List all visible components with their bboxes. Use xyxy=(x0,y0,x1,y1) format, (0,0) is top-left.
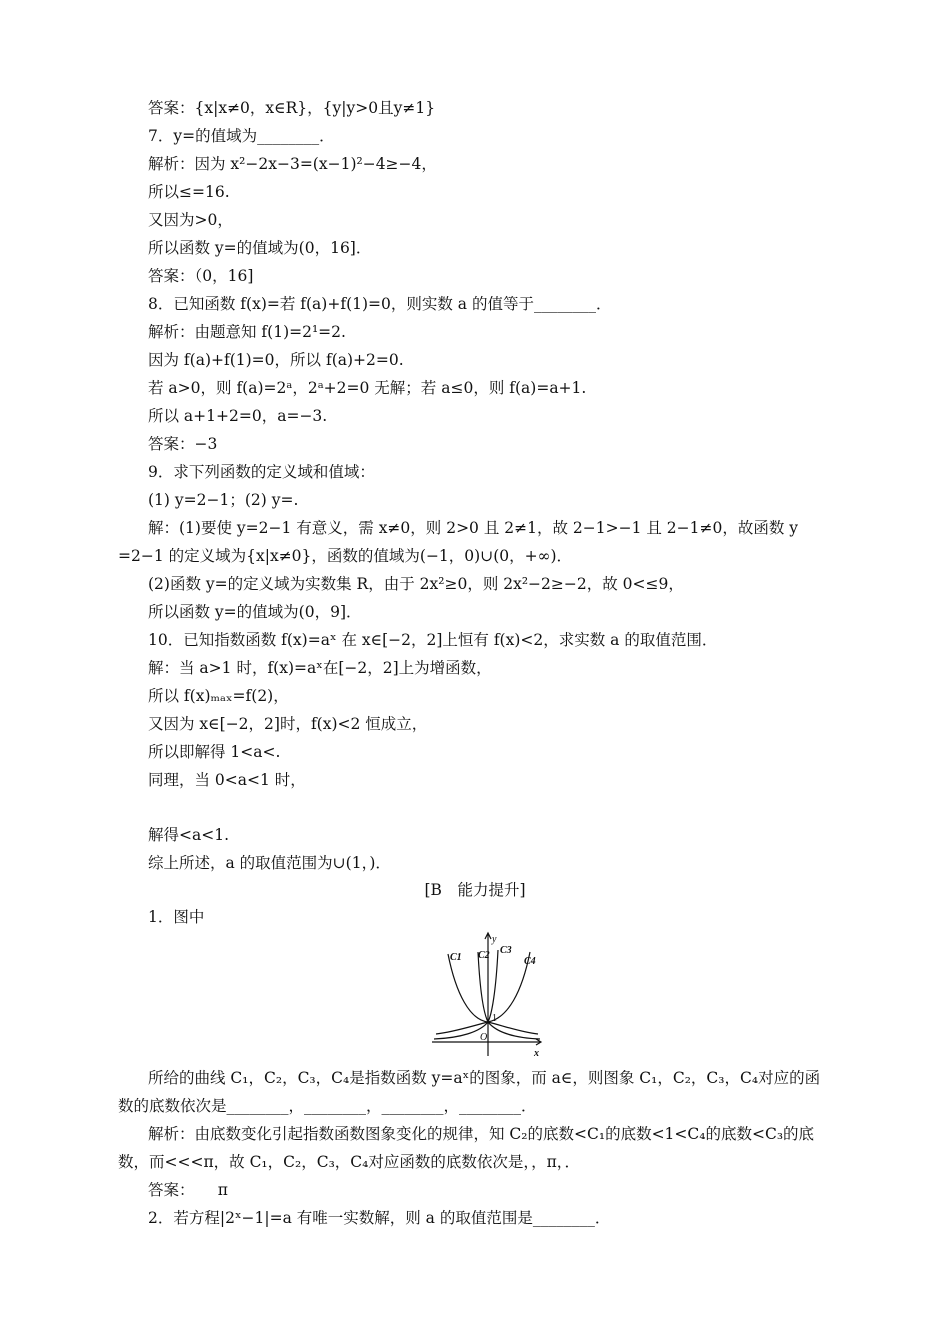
analysis-line: 所以 a+1+2=0，a=−3. xyxy=(148,407,328,425)
analysis-line: 因为 f(a)+f(1)=0，所以 f(a)+2=0. xyxy=(148,351,404,369)
solution-line: 所以 f(x)ₘₐₓ=f(2)， xyxy=(148,687,289,705)
curve-label-c2: C2 xyxy=(478,950,490,961)
question-8: 8．已知函数 f(x)=若 f(a)+f(1)=0，则实数 a 的值等于________． xyxy=(148,295,612,313)
curve-label-c3: C3 xyxy=(500,945,512,956)
question-7: 7．y=的值域为________． xyxy=(148,127,335,145)
question-b1: 1．图中 xyxy=(148,908,205,926)
y-axis-label: y xyxy=(492,934,497,945)
answer-b1: 答案： π xyxy=(148,1181,228,1199)
analysis-line: 解析：由底数变化引起指数函数图象变化的规律，知 C₂的底数<C₁的底数<1<C₄的底数<C₃的底 xyxy=(148,1125,815,1143)
solution-line: 解得<a<1. xyxy=(148,826,230,844)
answer-7: 答案：（0，16] xyxy=(148,267,254,285)
answer-8: 答案：−3 xyxy=(148,435,218,453)
solution-line: 解：当 a>1 时，f(x)=aˣ在[−2，2]上为增函数， xyxy=(148,659,492,677)
solution-line: 同理，当 0<a<1 时， xyxy=(148,771,306,789)
analysis-line: 又因为>0， xyxy=(148,211,233,229)
solution-line: 解：(1)要使 y=2−1 有意义，需 x≠0，则 2>0 且 2≠1，故 2−1>−1 且 2−1≠0，故函数 y xyxy=(148,519,799,537)
question-9: 9．求下列函数的定义域和值域： xyxy=(148,463,375,481)
x-axis-label: x xyxy=(534,1048,539,1058)
solution-line: (2)函数 y=的定义域为实数集 R，由于 2x²≥0，则 2x²−2≥−2，故 0<≤9， xyxy=(148,575,684,593)
solution-line: 又因为 x∈[−2，2]时，f(x)<2 恒成立， xyxy=(148,715,428,733)
exponential-curves-figure xyxy=(430,928,550,1058)
question-9-parts: (1) y=2−1；(2) y=. xyxy=(148,491,299,509)
question-b1-text: 数的底数依次是________，________，________，________． xyxy=(118,1097,537,1115)
origin-label: O xyxy=(480,1032,488,1043)
section-heading: [B 能力提升] xyxy=(424,881,526,899)
solution-line: 所以即解得 1<a<. xyxy=(148,743,281,761)
analysis-line: 数，而<<<π，故 C₁，C₂，C₃，C₄对应函数的底数依次是，，π，． xyxy=(118,1153,581,1171)
question-10: 10．已知指数函数 f(x)=aˣ 在 x∈[−2，2]上恒有 f(x)<2，求实数 a 的取值范围． xyxy=(148,631,718,649)
solution-line: 所以函数 y=的值域为(0，9]． xyxy=(148,603,362,621)
question-b1-text: 所给的曲线 C₁，C₂，C₃，C₄是指数函数 y=aˣ的图象，而 a∈，则图象 C₁，C₂，C₃，C₄对应的函 xyxy=(148,1069,821,1087)
curve-label-c4: C4 xyxy=(524,956,536,967)
curve-label-c1: C1 xyxy=(450,952,462,963)
analysis-line: 解析：因为 x²−2x−3=(x−1)²−4≥−4， xyxy=(148,155,437,173)
point-one-label: 1 xyxy=(492,1013,497,1024)
solution-conclusion: 综上所述，a 的取值范围为∪(1，)． xyxy=(148,854,391,872)
answer-6: 答案：{x|x≠0，x∈R}，{y|y>0且y≠1} xyxy=(148,99,436,117)
analysis-line: 所以≤=16. xyxy=(148,183,230,201)
analysis-line: 若 a>0，则 f(a)=2ᵃ，2ᵃ+2=0 无解；若 a≤0，则 f(a)=a+1. xyxy=(148,379,587,397)
analysis-line: 所以函数 y=的值域为(0，16]． xyxy=(148,239,372,257)
analysis-line: 解析：由题意知 f(1)=2¹=2. xyxy=(148,323,346,341)
solution-line: =2−1 的定义域为{x|x≠0}，函数的值域为(−1，0)∪(0，+∞)． xyxy=(118,547,573,565)
question-b2: 2．若方程|2ˣ−1|=a 有唯一实数解，则 a 的取值范围是________． xyxy=(148,1209,611,1227)
